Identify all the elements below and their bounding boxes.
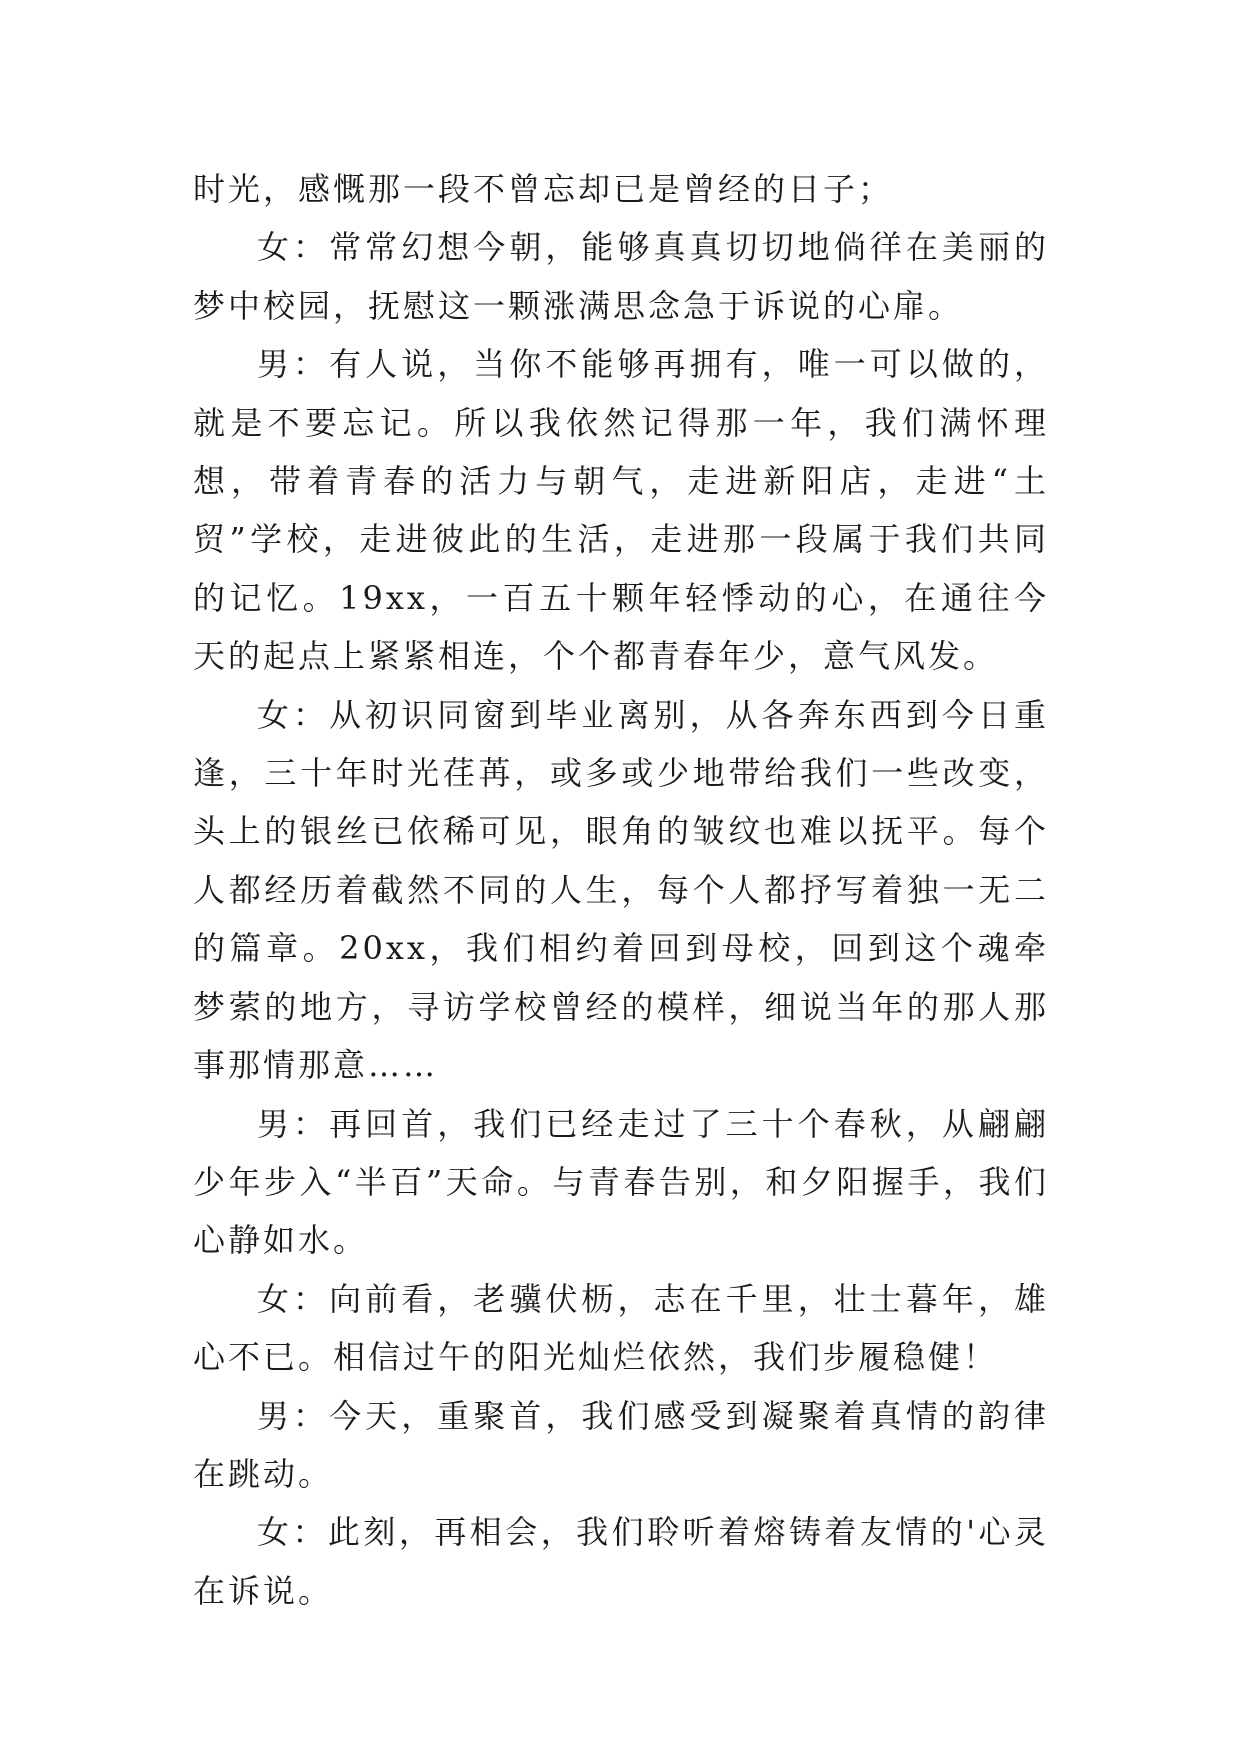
paragraph-male-3: 男：今天，重聚首，我们感受到凝聚着真情的韵律在跳动。 <box>193 1396 1049 1493</box>
paragraph-female-4: 女：此刻，再相会，我们聆听着熔铸着友情的'心灵在诉说。 <box>193 1513 1049 1610</box>
paragraph-male-2: 男：再回首，我们已经走过了三十个春秋，从翩翩少年步入“半百”天命。与青春告别，和夕阳握手，我们心静如水。 <box>193 1104 1049 1260</box>
document-body <box>193 160 1049 1620</box>
paragraph-continuation: 时光，感慨那一段不曾忘却已是曾经的日子； <box>193 170 894 208</box>
paragraph-female-2: 女：从初识同窗到毕业离别，从各奔东西到今日重逢，三十年时光荏苒，或多或少地带给我们一些改变，头上的银丝已依稀可见，眼角的皱纹也难以抚平。每个人都经历着截然不同的人生，每个人都抒写着独一无二的篇章。20xx，我们相约着回到母校，回到这个魂牵梦萦的地方，寻访学校曾经的模样，细说当年的那人那事那情那意…… <box>193 695 1049 1085</box>
paragraph-female-3: 女：向前看，老骥伏枥，志在千里，壮士暮年，雄心不已。相信过午的阳光灿烂依然，我们步履稳健！ <box>193 1279 1049 1377</box>
paragraph-female-1: 女：常常幻想今朝，能够真真切切地倘徉在美丽的梦中校园，抚慰这一颗涨满思念急于诉说的心扉。 <box>193 228 1049 325</box>
paragraph-male-1: 男：有人说，当你不能够再拥有，唯一可以做的，就是不要忘记。所以我依然记得那一年，我们满怀理想，带着青春的活力与朝气，走进新阳店，走进“土贸”学校，走进彼此的生活，走进那一段属于我们共同的记忆。19xx，一百五十颗年轻悸动的心，在通往今天的起点上紧紧相连，个个都青春年少，意气风发。 <box>193 345 1049 676</box>
